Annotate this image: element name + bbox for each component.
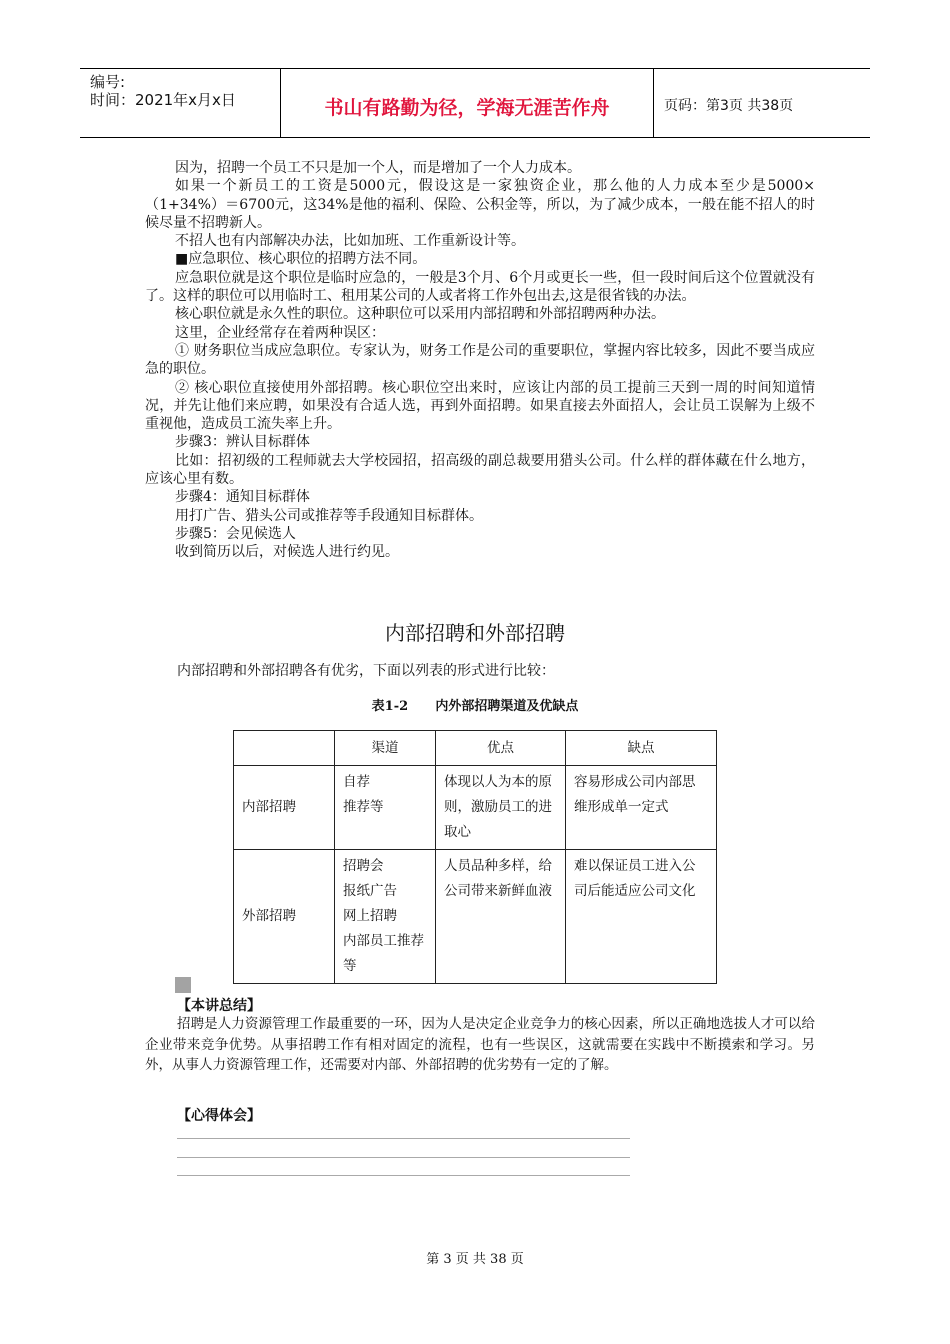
channel-cell: [335, 850, 436, 984]
paragraph: 核心职位就是永久性的职位。这种职位可以采用内部招聘和外部招聘两种办法。: [175, 306, 665, 323]
table-header-row: [234, 731, 717, 766]
step-heading: 步骤3：辨认目标群体: [175, 434, 310, 451]
paragraph: 比如：招初级的工程师就去大学校园招，招高级的副总裁要用猎头公司。什么样的群体藏在什么地方，应该心里有数。: [145, 452, 815, 488]
document-number-label: 编号:: [90, 73, 126, 91]
row-label: 外部招聘: [234, 850, 335, 984]
channel-cell: [335, 766, 436, 850]
section-intro: 内部招聘和外部招聘各有优劣，下面以列表的形式进行比较：: [177, 663, 555, 679]
channel-item: 推荐等: [343, 799, 384, 815]
header-page-cell: [654, 69, 870, 137]
summary-heading: 【本讲总结】: [177, 998, 261, 1014]
pros-cell: 体现以人为本的原则，激励员工的进取心: [436, 766, 566, 850]
header-meta-cell: [80, 69, 281, 137]
table-row: [234, 850, 717, 984]
table-row: [234, 766, 717, 850]
channel-item: 内部员工推荐等: [343, 933, 424, 974]
header-page-info: 页码：第3页 共38页: [664, 98, 794, 114]
table-header-cell: [234, 731, 335, 766]
cons-cell: 容易形成公司内部思维形成单一定式: [566, 766, 717, 850]
summary-paragraph: 招聘是人力资源管理工作最重要的一环，因为人是决定企业竞争力的核心因素，所以正确地选拔人才可以给企业带来竞争优势。从事招聘工作有相对固定的流程，也有一些误区，这就需要在实践中不断摸索和学习。另外，从事人力资源管理工作，还需要对内部、外部招聘的优劣势有一定的了解。: [145, 1016, 815, 1073]
channel-item: 报纸广告: [343, 883, 397, 899]
writing-line: [177, 1138, 630, 1139]
paragraph: 用打广告、猎头公司或推荐等手段通知目标群体。: [175, 507, 483, 524]
paragraph: 应急职位就是这个职位是临时应急的，一般是3个月、6个月或更长一些，但一段时间后这个位置就没有了。这样的职位可以用临时工、租用某公司的人或者将工作外包出去,这是很省钱的办法。: [145, 269, 815, 305]
paragraph: ■应急职位、核心职位的招聘方法不同。: [175, 251, 427, 268]
paragraph: 这里，企业经常存在着两种误区：: [175, 324, 385, 341]
experience-heading: 【心得体会】: [177, 1108, 261, 1124]
channel-item: 网上招聘: [343, 908, 397, 924]
step-heading: 步骤4：通知目标群体: [175, 489, 310, 506]
paragraph: ① 财务职位当成应急职位。专家认为，财务工作是公司的重要职位，掌握内容比较多，因此不要当成应急的职位。: [145, 342, 815, 378]
channel-item: 自荐: [343, 774, 370, 790]
paragraph: 不招人也有内部解决办法，比如加班、工作重新设计等。: [175, 233, 525, 250]
body-text: [145, 159, 815, 562]
step-heading: 步骤5：会见候选人: [175, 525, 296, 542]
writing-line: [177, 1157, 630, 1158]
channel-item: 招聘会: [343, 858, 384, 874]
document-header: [80, 68, 870, 138]
page-footer: 第 3 页 共 38 页: [426, 1252, 524, 1267]
document-date-label: 时间：2021年x月x日: [90, 91, 236, 109]
summary-body: [145, 1014, 815, 1076]
header-motto-cell: [281, 69, 654, 137]
writing-line: [177, 1175, 630, 1176]
paragraph: 如果一个新员工的工资是5000元，假设这是一家独资企业，那么他的人力成本至少是5000×（1+34%）＝6700元，这34%是他的福利、保险、公积金等，所以，为了减少成本，一般在能不招人的时候尽量不招聘新人。: [145, 178, 815, 231]
pros-cell: 人员品种多样，给公司带来新鲜血液: [436, 850, 566, 984]
table-header-cell: 缺点: [566, 731, 717, 766]
table-header-cell: 渠道: [335, 731, 436, 766]
table-header-cell: 优点: [436, 731, 566, 766]
comparison-table: [233, 730, 717, 984]
paragraph: 收到简历以后，对候选人进行约见。: [175, 544, 399, 561]
cons-cell: 难以保证员工进入公司后能适应公司文化: [566, 850, 717, 984]
paragraph: 因为，招聘一个员工不只是加一个人，而是增加了一个人力成本。: [175, 160, 581, 176]
table-caption: 表1-2 内外部招聘渠道及优缺点: [371, 699, 579, 714]
section-title: 内部招聘和外部招聘: [385, 621, 565, 645]
paragraph: ② 核心职位直接使用外部招聘。核心职位空出来时，应该让内部的员工提前三天到一周的时间知道情况，并先让他们来应聘，如果没有合适人选，再到外面招聘。如果直接去外面招人，会让员工误解为上级不重视他，造成员工流失率上升。: [145, 379, 815, 433]
decorative-square-icon: [175, 977, 191, 993]
header-motto: 书山有路勤为径，学海无涯苦作舟: [324, 97, 610, 119]
row-label: 内部招聘: [234, 766, 335, 850]
